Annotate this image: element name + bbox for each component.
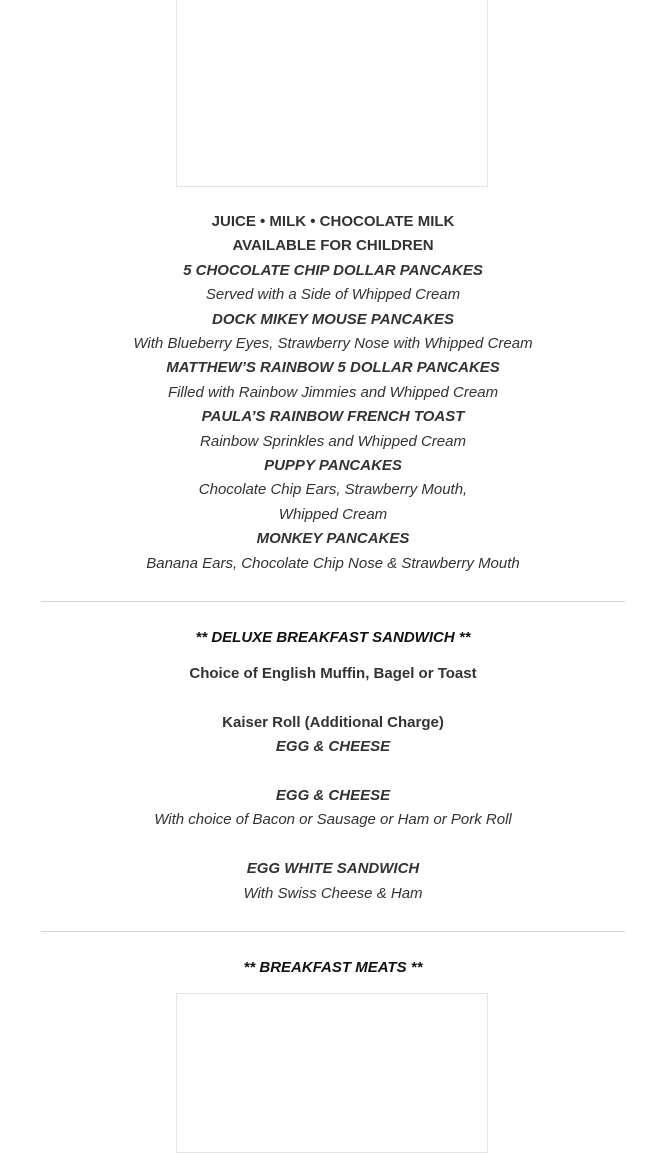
- sandwich-item-description: With Swiss Cheese & Ham: [243, 884, 423, 902]
- kids-item-name: DOCK MIKEY MOUSE PANCAKES: [212, 310, 454, 328]
- kids-item-description: With Blueberry Eyes, Strawberry Nose with Whipped Cream: [133, 335, 533, 353]
- deluxe-sandwich-heading: ** DELUXE BREAKFAST SANDWICH **: [195, 629, 471, 646]
- menu-image-bottom: [176, 993, 488, 1153]
- kids-item-name: PUPPY PANCAKES: [264, 457, 402, 475]
- kids-item-name: PAULA’S RAINBOW FRENCH TOAST: [201, 408, 465, 426]
- breakfast-meats-heading: ** BREAKFAST MEATS **: [243, 959, 423, 976]
- sandwich-item-description: With choice of Bacon or Sausage or Ham or Pork Roll: [154, 811, 512, 829]
- bread-choice: Choice of English Muffin, Bagel or Toast: [189, 665, 477, 682]
- kids-item-description: Whipped Cream: [278, 505, 388, 523]
- kids-item-name: 5 CHOCOLATE CHIP DOLLAR PANCAKES: [183, 261, 483, 279]
- kids-menu-section: [0, 210, 650, 576]
- kids-item-description: Chocolate Chip Ears, Strawberry Mouth,: [198, 481, 468, 499]
- sandwich-item-name: EGG & CHEESE: [275, 787, 391, 804]
- sandwich-item-name: EGG WHITE SANDWICH: [246, 860, 420, 878]
- section-divider: [41, 931, 625, 932]
- kids-item-description: Served with a Side of Whipped Cream: [205, 286, 461, 304]
- kids-item-description: Banana Ears, Chocolate Chip Nose & Strawberry Mouth: [146, 554, 520, 572]
- section-divider: [41, 601, 625, 602]
- deluxe-sandwich-section: [0, 662, 650, 906]
- kids-item-description: Rainbow Sprinkles and Whipped Cream: [200, 432, 466, 450]
- kaiser-roll-note: Kaiser Roll (Additional Charge): [222, 713, 444, 731]
- kids-item-description: Filled with Rainbow Jimmies and Whipped Cream: [167, 383, 499, 401]
- menu-image-top: [176, 0, 488, 187]
- kids-item-name: MONKEY PANCAKES: [256, 530, 410, 548]
- kids-availability: AVAILABLE FOR CHILDREN: [232, 237, 434, 255]
- kids-beverages: JUICE • MILK • CHOCOLATE MILK: [211, 213, 455, 230]
- section-heading: [0, 956, 650, 980]
- sandwich-item-name: EGG & CHEESE: [275, 738, 391, 756]
- kids-item-name: MATTHEW’S RAINBOW 5 DOLLAR PANCAKES: [166, 359, 500, 377]
- section-heading: [0, 626, 650, 650]
